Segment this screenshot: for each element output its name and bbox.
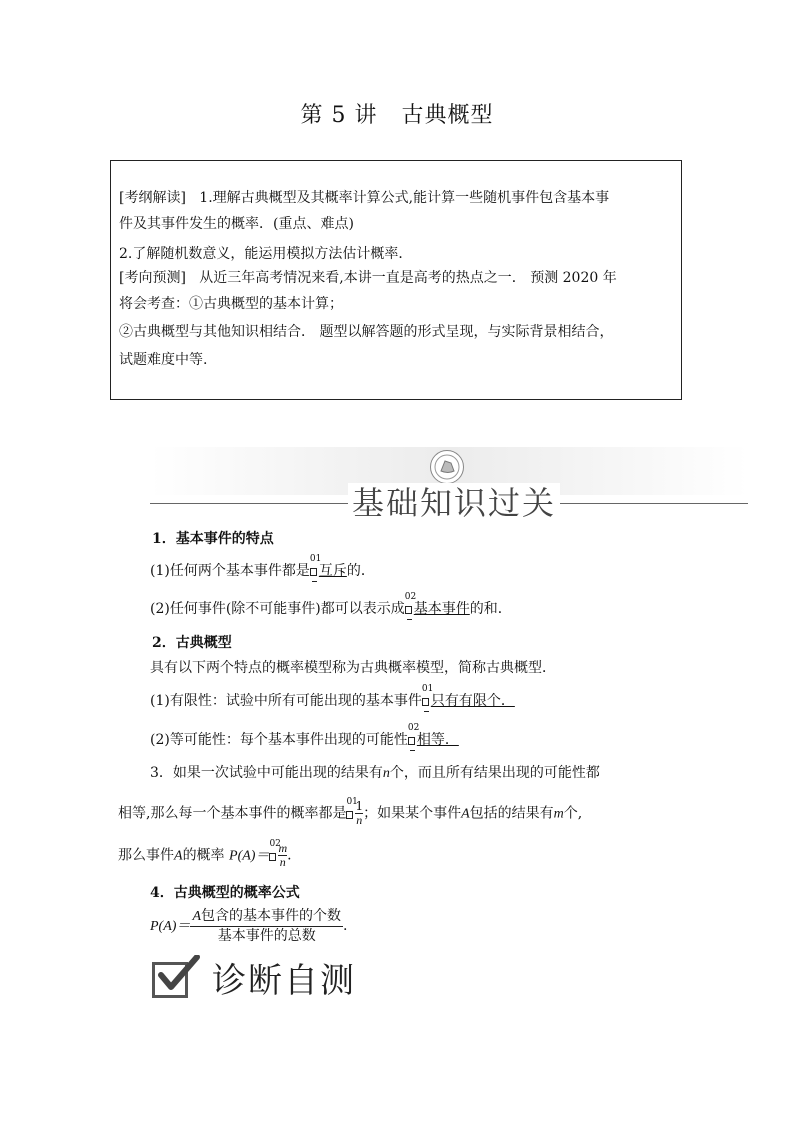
item-text: 个, — [563, 805, 583, 822]
bird-emblem-icon — [430, 450, 464, 484]
lesson-number: 第 5 讲 — [300, 103, 378, 128]
item-text: 的概率 — [182, 847, 225, 864]
item-text: ；如果某个事件 — [363, 805, 462, 822]
objective-line-2: 件及其事件发生的概率．(重点、难点) — [119, 216, 354, 232]
item-text: 包括的结果有 — [469, 805, 554, 822]
fraction-numerator: 1 — [355, 799, 364, 813]
answer-fill: 相等． — [416, 732, 459, 748]
answer-fill: 基本事件 — [413, 601, 470, 617]
item-text: . — [287, 847, 292, 864]
section2-item1 — [150, 684, 515, 711]
item-text: 那么事件 — [118, 847, 174, 864]
probability-expr: P(A)＝ — [150, 919, 191, 934]
section1-item1 — [150, 554, 375, 581]
answer-blank — [269, 838, 281, 866]
answer-blank — [407, 723, 420, 750]
answer-fill: 只有有限个． — [430, 693, 515, 709]
objective-line-3: 2.了解随机数意义，能运用模拟方法估计概率． — [119, 246, 413, 262]
syllabus-tag: [考纲解读] — [119, 190, 186, 206]
banner-rule-left — [150, 503, 350, 504]
diagnosis-header — [152, 958, 452, 1006]
item-text: (2)等可能性：每个基本事件出现的可能性 — [150, 732, 408, 748]
formula-numerator — [190, 907, 343, 926]
section2-intro: 具有以下两个特点的概率模型称为古典概率模型，简称古典概型． — [150, 660, 556, 676]
lesson-title: 古典概型 — [401, 103, 494, 128]
item-text: 个，而且所有结果出现的可能性都 — [389, 765, 600, 781]
answer-blank — [404, 592, 417, 619]
answer-blank — [421, 684, 434, 711]
item-text: 的和． — [469, 601, 512, 617]
banner-rule-right — [546, 503, 748, 504]
fraction-denominator: n — [356, 813, 363, 827]
section3-line3 — [118, 838, 292, 870]
item-text: . — [343, 918, 348, 934]
forecast-tag: [考向预测] — [119, 270, 186, 286]
fraction-denominator: n — [279, 855, 286, 869]
var-m: m — [553, 806, 564, 822]
objectives-box — [110, 160, 682, 400]
item-text: (2)任何事件(除不可能事件)都可以表示成 — [150, 601, 405, 617]
answer-blank — [346, 796, 358, 824]
section-banner — [150, 447, 750, 527]
blank-number: 01 — [309, 554, 322, 564]
section3-line1 — [150, 763, 600, 784]
section4-formula — [150, 907, 347, 945]
checkbox-icon — [152, 962, 188, 998]
formula-denominator: 基本事件的总数 — [190, 926, 343, 945]
forecast-text: 从近三年高考情况来看,本讲一直是高考的热点之一． 预测 2020 年 — [199, 270, 617, 286]
page-title — [0, 98, 794, 129]
objective-line-6: ②古典概型与其他知识相结合． 题型以解答题的形式呈现，与实际背景相结合， — [119, 324, 614, 340]
section3-line2 — [118, 796, 583, 828]
section2-item2 — [150, 723, 459, 750]
probability-expr: P(A)＝ — [229, 848, 270, 864]
objective-line-1 — [119, 185, 609, 211]
section2-heading: 2．古典概型 — [152, 635, 232, 651]
blank-number: 02 — [269, 838, 281, 849]
item-text: 的． — [346, 563, 375, 579]
answer-blank — [309, 554, 322, 581]
item-text: (1)有限性：试验中所有可能出现的基本事件 — [150, 693, 422, 709]
var-a: A — [192, 909, 201, 924]
fraction-numerator: m — [278, 841, 288, 855]
probability-formula — [190, 907, 343, 945]
section1-item2 — [150, 592, 512, 619]
section1-heading: 1．基本事件的特点 — [152, 531, 274, 547]
section4-heading: 4．古典概型的概率公式 — [150, 885, 300, 901]
objective-line-4 — [119, 265, 617, 291]
diagnosis-title: 诊断自测 — [212, 961, 356, 1001]
var-a: A — [174, 848, 183, 864]
objective-text: 1.理解古典概型及其概率计算公式,能计算一些随机事件包含基本事 — [199, 190, 610, 206]
item-text: 相等,那么每一个基本事件的概率都是 — [118, 805, 347, 822]
banner-title: 基础知识过关 — [348, 483, 560, 523]
item-text: 3．如果一次试验中可能出现的结果有 — [150, 765, 383, 781]
objective-line-5: 将会考查：①古典概型的基本计算； — [119, 296, 343, 312]
blank-number: 01 — [346, 796, 358, 807]
answer-fill: 互斥 — [318, 563, 347, 579]
blank-number: 02 — [404, 592, 417, 602]
item-text: (1)任何两个基本事件都是 — [150, 563, 310, 579]
blank-number: 02 — [407, 723, 420, 733]
objective-line-7: 试题难度中等. — [119, 352, 208, 368]
var-a: A — [461, 806, 470, 822]
numerator-text: 包含的基本事件的个数 — [201, 908, 341, 924]
var-n: n — [382, 766, 390, 781]
blank-number: 01 — [421, 684, 434, 694]
